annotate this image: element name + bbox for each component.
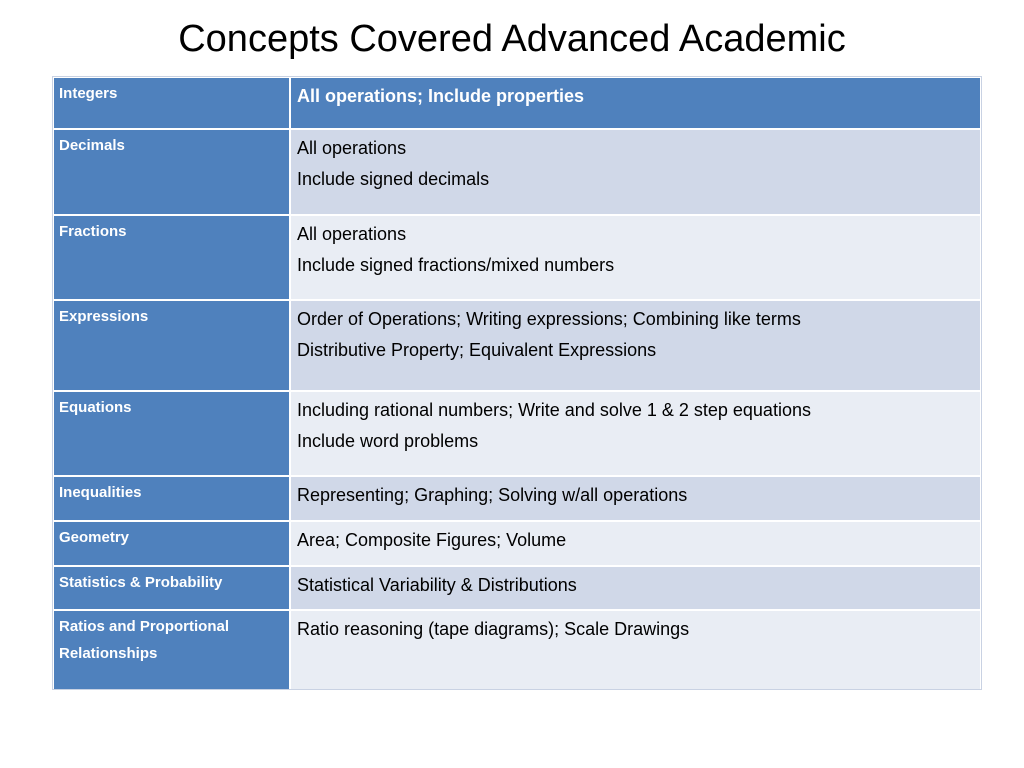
description-line: Include signed fractions/mixed numbers: [297, 255, 615, 275]
row-label: Decimals: [53, 129, 290, 215]
table-row: [53, 77, 981, 129]
table-row: [53, 476, 981, 521]
description-line: Order of Operations; Writing expressions; Combining like terms: [297, 309, 801, 329]
table-row: [53, 566, 981, 610]
row-description: [290, 215, 981, 300]
row-label: Equations: [53, 391, 290, 476]
description-line: Statistical Variability & Distributions: [297, 575, 577, 595]
row-description: [290, 391, 981, 476]
table-row: [53, 521, 981, 566]
description-line: All operations: [297, 138, 407, 158]
row-label: Integers: [53, 77, 290, 129]
description-line: All operations; Include properties: [297, 86, 585, 106]
table-row: [53, 215, 981, 300]
row-label: Inequalities: [53, 476, 290, 521]
description-line: Include word problems: [297, 431, 479, 451]
table-row: [53, 391, 981, 476]
row-label: Geometry: [53, 521, 290, 566]
row-description: [290, 566, 981, 610]
row-description: [290, 129, 981, 215]
table-row: [53, 610, 981, 691]
row-description: [290, 77, 981, 129]
description-line: Representing; Graphing; Solving w/all operations: [297, 485, 688, 505]
description-line: Area; Composite Figures; Volume: [297, 530, 567, 550]
table-row: [53, 129, 981, 215]
row-description: [290, 521, 981, 566]
description-line: Distributive Property; Equivalent Expressions: [297, 340, 657, 360]
row-label: Fractions: [53, 215, 290, 300]
row-label: Statistics & Probability: [53, 566, 290, 610]
row-description: [290, 300, 981, 391]
concepts-table: [52, 76, 982, 692]
description-line: All operations: [297, 224, 407, 244]
table-row: [53, 300, 981, 391]
row-description: [290, 476, 981, 521]
description-line: Include signed decimals: [297, 169, 490, 189]
description-line: Including rational numbers; Write and solve 1 & 2 step equations: [297, 400, 811, 420]
description-line: Ratio reasoning (tape diagrams); Scale Drawings: [297, 619, 690, 639]
row-label: Expressions: [53, 300, 290, 391]
slide-title: Concepts Covered Advanced Academic: [178, 18, 846, 60]
row-label: Ratios and Proportional Relationships: [53, 610, 290, 691]
row-description: [290, 610, 981, 691]
